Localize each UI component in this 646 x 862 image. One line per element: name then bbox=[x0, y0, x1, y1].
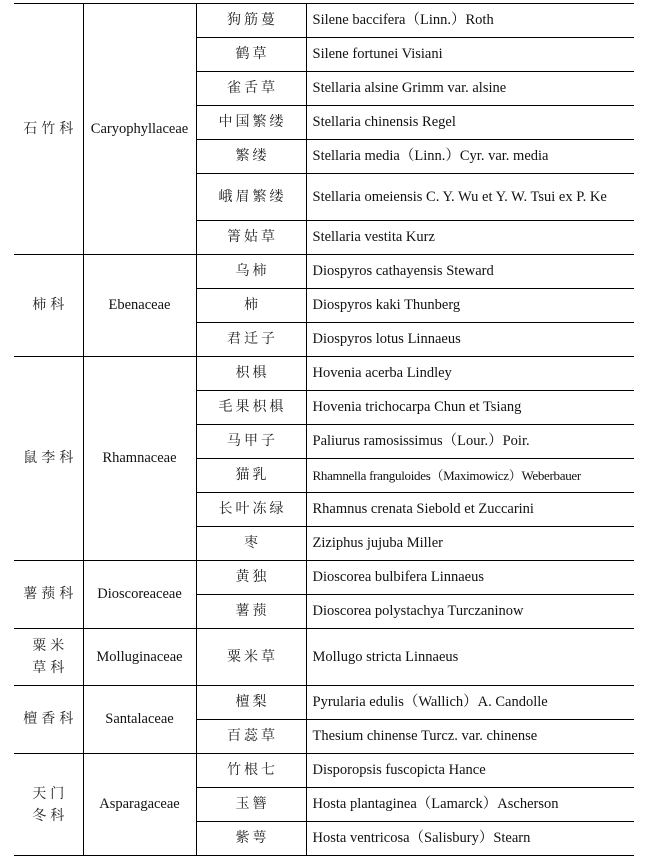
species-chinese-name: 箐姑草 bbox=[196, 221, 306, 255]
species-chinese-name: 雀舌草 bbox=[196, 72, 306, 106]
family-chinese-name: 檀香科 bbox=[14, 686, 83, 754]
species-chinese-name: 檀梨 bbox=[196, 686, 306, 720]
species-latin-name: Stellaria alsine Grimm var. alsine bbox=[306, 72, 634, 106]
species-latin-name: Rhamnus crenata Siebold et Zuccarini bbox=[306, 493, 634, 527]
species-latin-name: Rhamnella franguloides（Maximowicz）Weberbauer bbox=[306, 459, 634, 493]
species-chinese-name: 长叶冻绿 bbox=[196, 493, 306, 527]
species-latin-name: Hosta plantaginea（Lamarck）Ascherson bbox=[306, 788, 634, 822]
family-latin-name: Ebenaceae bbox=[83, 255, 196, 357]
species-latin-name: Disporopsis fuscopicta Hance bbox=[306, 754, 634, 788]
table-row bbox=[14, 561, 634, 595]
species-chinese-name: 粟米草 bbox=[196, 629, 306, 686]
table-row bbox=[14, 4, 634, 38]
family-latin-name: Rhamnaceae bbox=[83, 357, 196, 561]
species-latin-name: Stellaria vestita Kurz bbox=[306, 221, 634, 255]
species-chinese-name: 中国繁缕 bbox=[196, 106, 306, 140]
table-row bbox=[14, 255, 634, 289]
table-row bbox=[14, 629, 634, 686]
species-chinese-name: 乌柿 bbox=[196, 255, 306, 289]
species-chinese-name: 黄独 bbox=[196, 561, 306, 595]
family-chinese-name: 薯蓣科 bbox=[14, 561, 83, 629]
family-chinese-name: 柿科 bbox=[14, 255, 83, 357]
family-latin-name: Dioscoreaceae bbox=[83, 561, 196, 629]
family-chinese-name: 石竹科 bbox=[14, 4, 83, 255]
species-chinese-name: 峨眉繁缕 bbox=[196, 174, 306, 221]
species-latin-name: Mollugo stricta Linnaeus bbox=[306, 629, 634, 686]
species-chinese-name: 枣 bbox=[196, 527, 306, 561]
species-chinese-name: 薯蓣 bbox=[196, 595, 306, 629]
species-latin-name: Dioscorea bulbifera Linnaeus bbox=[306, 561, 634, 595]
family-latin-name: Molluginaceae bbox=[83, 629, 196, 686]
species-chinese-name: 柿 bbox=[196, 289, 306, 323]
species-latin-name: Silene baccifera（Linn.）Roth bbox=[306, 4, 634, 38]
species-latin-name: Diospyros cathayensis Steward bbox=[306, 255, 634, 289]
species-latin-name: Stellaria chinensis Regel bbox=[306, 106, 634, 140]
species-chinese-name: 君迁子 bbox=[196, 323, 306, 357]
table-row bbox=[14, 686, 634, 720]
species-latin-name: Ziziphus jujuba Miller bbox=[306, 527, 634, 561]
family-chinese-name: 粟米 草科 bbox=[14, 629, 83, 686]
species-chinese-name: 猫乳 bbox=[196, 459, 306, 493]
species-chinese-name: 竹根七 bbox=[196, 754, 306, 788]
species-latin-name: Stellaria media（Linn.）Cyr. var. media bbox=[306, 140, 634, 174]
species-latin-name: Paliurus ramosissimus（Lour.）Poir. bbox=[306, 425, 634, 459]
species-latin-name: Hovenia trichocarpa Chun et Tsiang bbox=[306, 391, 634, 425]
species-chinese-name: 鹤草 bbox=[196, 38, 306, 72]
species-chinese-name: 紫萼 bbox=[196, 822, 306, 856]
family-latin-name: Caryophyllaceae bbox=[83, 4, 196, 255]
family-chinese-name: 鼠李科 bbox=[14, 357, 83, 561]
species-latin-name: Silene fortunei Visiani bbox=[306, 38, 634, 72]
species-latin-name: Pyrularia edulis（Wallich）A. Candolle bbox=[306, 686, 634, 720]
species-latin-name: Thesium chinense Turcz. var. chinense bbox=[306, 720, 634, 754]
table-row bbox=[14, 357, 634, 391]
species-latin-name: Diospyros kaki Thunberg bbox=[306, 289, 634, 323]
species-chinese-name: 马甲子 bbox=[196, 425, 306, 459]
species-latin-name: Stellaria omeiensis C. Y. Wu et Y. W. Tsui ex P. Ke bbox=[306, 174, 634, 221]
species-chinese-name: 狗筋蔓 bbox=[196, 4, 306, 38]
species-latin-name: Diospyros lotus Linnaeus bbox=[306, 323, 634, 357]
species-chinese-name: 百蕊草 bbox=[196, 720, 306, 754]
species-table-body bbox=[14, 4, 634, 856]
species-table bbox=[14, 3, 634, 856]
species-chinese-name: 毛果枳椇 bbox=[196, 391, 306, 425]
table-row bbox=[14, 754, 634, 788]
family-chinese-name: 天门 冬科 bbox=[14, 754, 83, 856]
species-latin-name: Hosta ventricosa（Salisbury）Stearn bbox=[306, 822, 634, 856]
species-latin-name: Dioscorea polystachya Turczaninow bbox=[306, 595, 634, 629]
species-chinese-name: 玉簪 bbox=[196, 788, 306, 822]
species-chinese-name: 繁缕 bbox=[196, 140, 306, 174]
family-latin-name: Asparagaceae bbox=[83, 754, 196, 856]
species-latin-name: Hovenia acerba Lindley bbox=[306, 357, 634, 391]
species-chinese-name: 枳椇 bbox=[196, 357, 306, 391]
family-latin-name: Santalaceae bbox=[83, 686, 196, 754]
